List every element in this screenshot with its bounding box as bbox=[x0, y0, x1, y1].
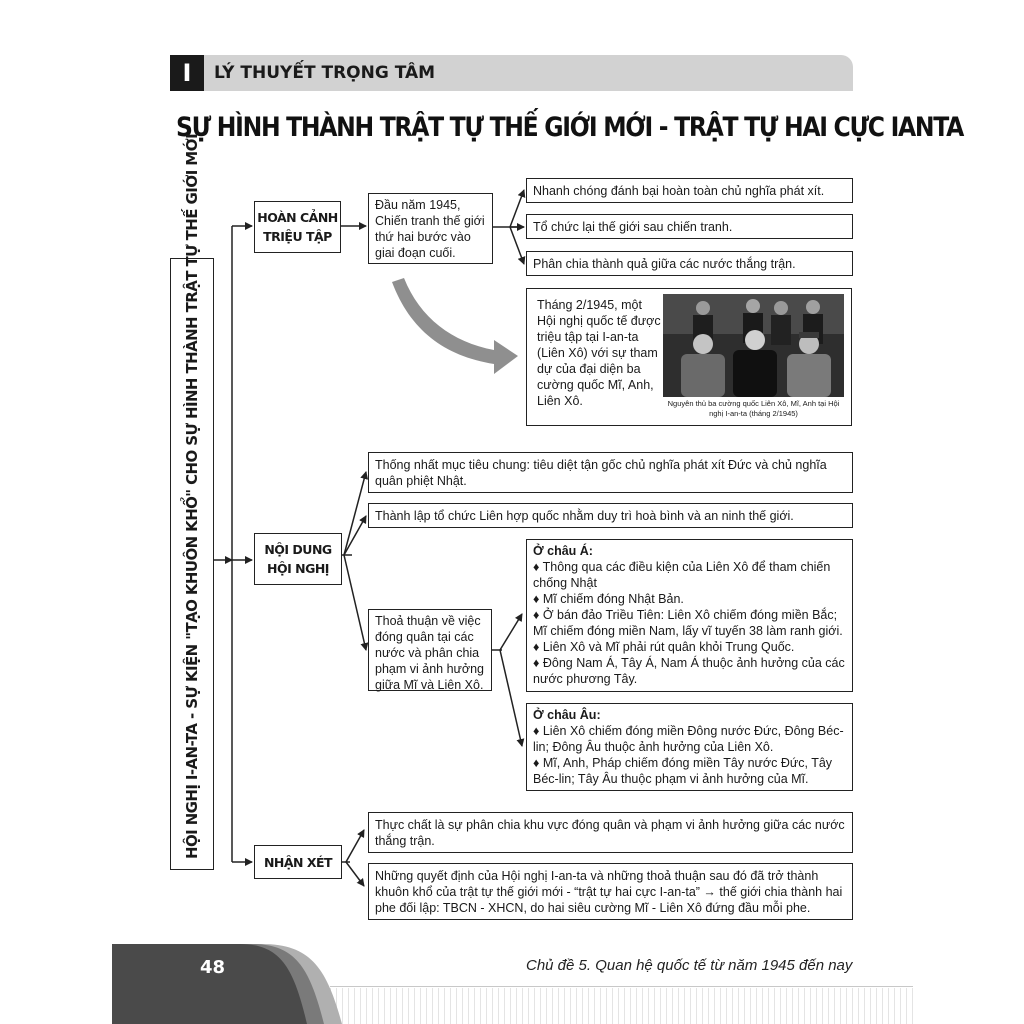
conference-description: Tháng 2/1945, một Hội nghị quốc tế được triệu tập tại I-an-ta (Liên Xô) với sự tham dự của đại diện ba cường quốc Mĩ, Anh, Liên Xô. bbox=[537, 298, 661, 408]
objective-box-3: Phân chia thành quả giữa các nước thắng trận. bbox=[526, 251, 853, 276]
category-nhan-xet-label: NHẬN XÉT bbox=[263, 854, 333, 870]
page-number: 48 bbox=[200, 957, 226, 978]
arrow-item-3 bbox=[510, 227, 524, 264]
curved-arrow bbox=[392, 278, 518, 374]
yalta-conference-photo bbox=[663, 294, 844, 397]
asia-bullet: ♦ Liên Xô và Mĩ phải rút quân khỏi Trung Quốc. bbox=[533, 640, 795, 654]
europe-box bbox=[526, 703, 853, 791]
category-noi-dung-line2: HỘI NGHỊ bbox=[267, 561, 329, 576]
vertical-label: HỘI NGHỊ I-AN-TA - SỰ KIỆN "TẠO KHUÔN KHỔ" CHO SỰ HÌNH THÀNH TRẬT TỰ THẾ GIỚI MỚI bbox=[183, 133, 201, 859]
arrow-nhan-xet-2 bbox=[346, 862, 364, 886]
section-title: LÝ THUYẾT TRỌNG TÂM bbox=[214, 63, 436, 83]
chapter-title: Chủ đề 5. Quan hệ quốc tế từ năm 1945 đến nay bbox=[526, 957, 853, 974]
asia-bullet: ♦ Ở bán đảo Triều Tiên: Liên Xô chiếm đóng miền Bắc; Mĩ chiếm đóng miền Nam, lấy vĩ tuyến 38 làm ranh giới. bbox=[533, 608, 843, 638]
europe-bullet: ♦ Mĩ, Anh, Pháp chiếm đóng miền Tây nước Đức, Tây Béc-lin; Tây Âu thuộc phạm vi ảnh hưởng của Mĩ. bbox=[533, 756, 833, 786]
agreement-box: Thoả thuận về việc đóng quân tại các nước và phân chia phạm vi ảnh hưởng giữa Mĩ và Liên Xô. bbox=[368, 609, 492, 691]
section-number: I bbox=[170, 55, 204, 91]
arrow-asia bbox=[500, 614, 522, 650]
arrow-noi-dung-3 bbox=[344, 555, 366, 650]
footer-tab-shape bbox=[112, 940, 362, 1024]
arrow-item-1 bbox=[510, 190, 524, 227]
category-hoan-canh-line1: HOÀN CẢNH bbox=[257, 210, 338, 225]
objective-box-2: Tổ chức lại thế giới sau chiến tranh. bbox=[526, 214, 853, 239]
category-nhan-xet bbox=[254, 845, 342, 879]
arrow-europe bbox=[500, 650, 522, 746]
conference-photo-box bbox=[526, 288, 852, 426]
asia-bullet: ♦ Thông qua các điều kiện của Liên Xô để tham chiến chống Nhật bbox=[533, 560, 831, 590]
footer-pattern bbox=[330, 988, 913, 1024]
arrow-noi-dung-1 bbox=[344, 472, 366, 555]
asia-bullet: ♦ Mĩ chiếm đóng Nhật Bản. bbox=[533, 592, 684, 606]
section-header bbox=[170, 55, 853, 91]
arrow-nhan-xet-1 bbox=[346, 830, 364, 862]
category-hoan-canh-line2: TRIỆU TẬP bbox=[263, 229, 332, 244]
category-noi-dung-line1: NỘI DUNG bbox=[264, 542, 332, 557]
europe-bullet: ♦ Liên Xô chiếm đóng miền Đông nước Đức, Đông Béc-lin; Đông Âu thuộc ảnh hưởng của Liên Xô. bbox=[533, 724, 844, 754]
content-box-2: Thành lập tổ chức Liên hợp quốc nhằm duy trì hoà bình và an ninh thế giới. bbox=[368, 503, 853, 528]
context-box: Đầu năm 1945, Chiến tranh thế giới thứ hai bước vào giai đoạn cuối. bbox=[368, 193, 493, 264]
category-noi-dung bbox=[254, 533, 342, 585]
arrow-noi-dung-2 bbox=[344, 516, 366, 555]
footer-rule bbox=[330, 986, 913, 987]
objective-box-1: Nhanh chóng đánh bại hoàn toàn chủ nghĩa phát xít. bbox=[526, 178, 853, 203]
photo-caption: Nguyên thủ ba cường quốc Liên Xô, Mĩ, Anh tại Hội nghị I-an-ta (tháng 2/1945) bbox=[667, 399, 840, 418]
europe-heading: Ở châu Âu: bbox=[533, 708, 601, 722]
page-title: SỰ HÌNH THÀNH TRẬT TỰ THẾ GIỚI MỚI - TRẬT TỰ HAI CỰC IANTA bbox=[176, 112, 964, 143]
photo-illustration bbox=[663, 294, 844, 397]
asia-box bbox=[526, 539, 853, 692]
category-hoan-canh bbox=[254, 201, 341, 253]
content-box-1: Thống nhất mục tiêu chung: tiêu diệt tận gốc chủ nghĩa phát xít Đức và chủ nghĩa quân phiệt Nhật. bbox=[368, 452, 853, 493]
asia-bullet: ♦ Đông Nam Á, Tây Á, Nam Á thuộc ảnh hưởng của các nước phương Tây. bbox=[533, 656, 845, 686]
asia-heading: Ở châu Á: bbox=[533, 544, 593, 558]
assessment-box-1: Thực chất là sự phân chia khu vực đóng quân và phạm vi ảnh hưởng giữa các nước thắng trận. bbox=[368, 812, 853, 853]
assessment-box-2: Những quyết định của Hội nghị I-an-ta và những thoả thuận sau đó đã trở thành khuôn khổ của trật tự thế giới mới - “trật tự hai cực I-an-ta” → thế giới chia thành hai phe đối lập: TBCN - XHCN, do hai siêu cường Mĩ - Liên Xô đứng đầu mỗi phe. bbox=[368, 863, 853, 920]
